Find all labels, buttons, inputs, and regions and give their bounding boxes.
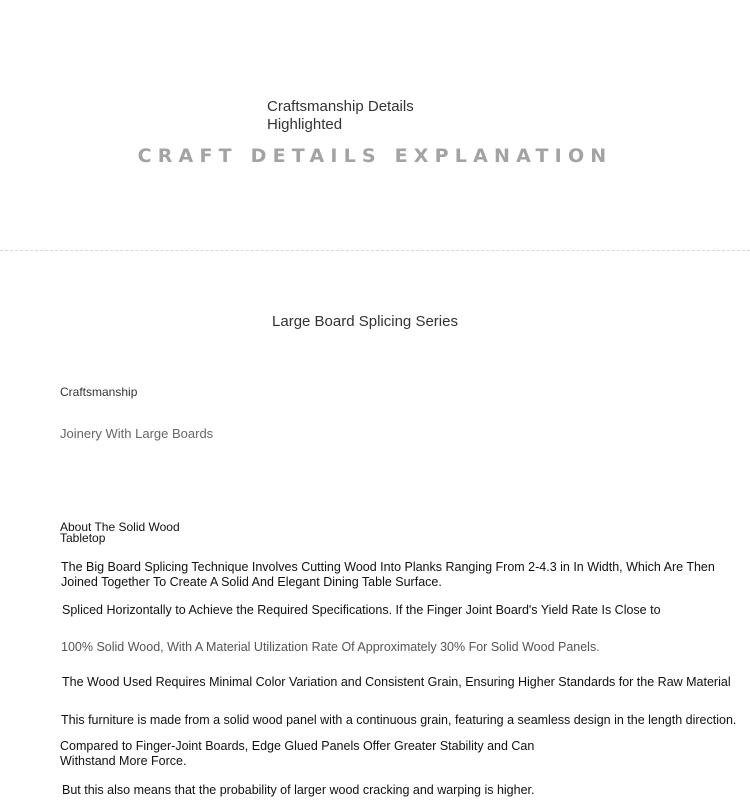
paragraph-line: Compared to Finger-Joint Boards, Edge Glued Panels Offer Greater Stability and Can [60,739,535,753]
paragraph-continuous-grain: This furniture is made from a solid wood panel with a continuous grain, featuring a seamless design in the length direction. [61,713,737,727]
series-title: Large Board Splicing Series [272,313,458,330]
paragraph-spliced-horizontally: Spliced Horizontally to Achieve the Required Specifications. If the Finger Joint Board's Yield Rate Is Close to [62,603,661,617]
paragraph-edge-glued-panels [60,739,534,769]
paragraph-splicing-technique [61,560,715,590]
paragraph-utilization-rate: 100% Solid Wood, With A Material Utilization Rate Of Approximately 30% For Solid Wood Panels. [61,640,600,654]
dashed-divider [0,250,750,251]
page-title: Craftsmanship Details Highlighted [267,98,414,133]
about-label-line1: About The Solid Wood [60,520,180,534]
technique-label: Joinery With Large Boards [60,426,214,441]
about-label [60,522,210,544]
paragraph-wood-standards: The Wood Used Requires Minimal Color Variation and Consistent Grain, Ensuring Higher Standards for the Raw Material [62,675,731,689]
paragraph-line: Joined Together To Create A Solid And Elegant Dining Table Surface. [61,575,442,589]
paragraph-line: The Big Board Splicing Technique Involves Cutting Wood Into Planks Ranging From 2-4.3 in In Width, Which Are Then [61,560,715,574]
category-label: Craftsmanship [60,385,138,399]
paragraph-cracking-warning: But this also means that the probability of larger wood cracking and warping is higher. [62,783,535,797]
page-subtitle: CRAFT DETAILS EXPLANATION [137,145,613,167]
about-label-line2: Tabletop [60,531,106,545]
paragraph-line: Withstand More Force. [60,754,187,768]
